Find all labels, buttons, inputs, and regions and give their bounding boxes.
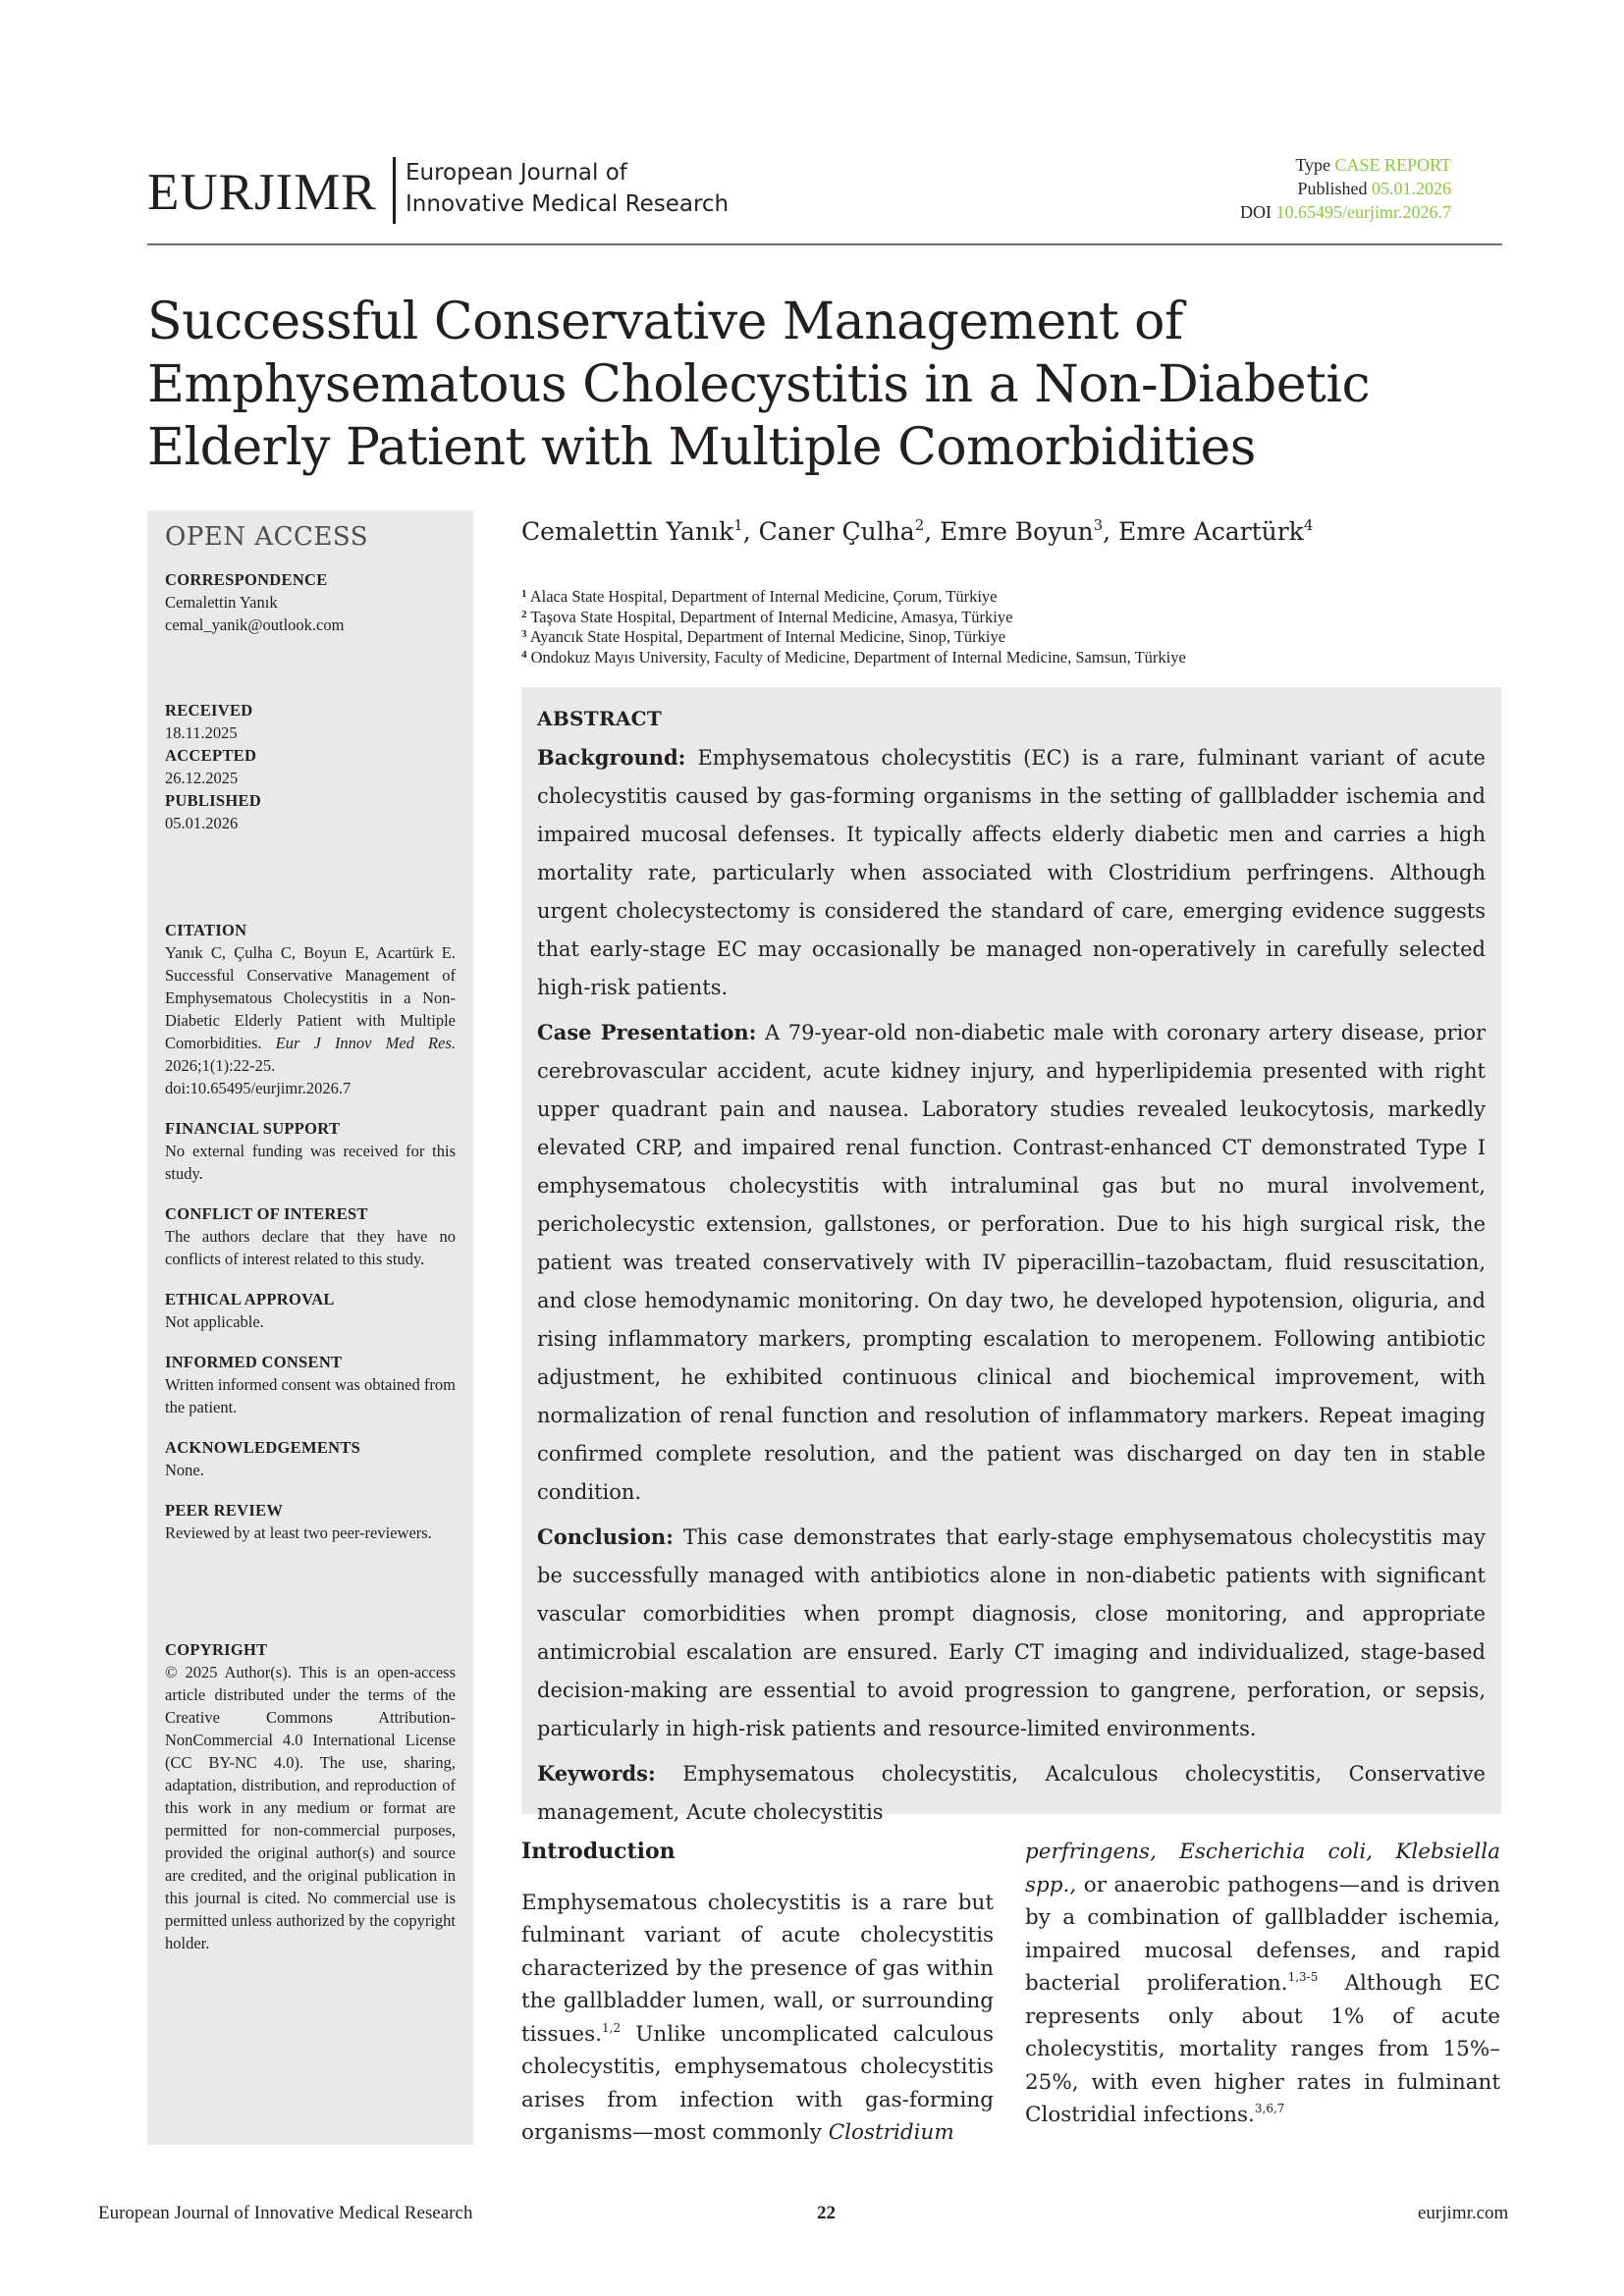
abstract-background: Background: Emphysematous cholecystitis (EC) is a rare, fulminant variant of acute cholecystitis caused by gas-forming organisms in the setting of gallbladder ischemia and impaired mucosal defenses. It typically affects elderly diabetic men and carries a high mortality rate, particularly when associated with Clostridium perfringens. Although urgent cholecystectomy is considered the standard of care, emerging evidence suggests that early-stage EC may occasionally be managed non-operatively in carefully selected high-risk patients. <box>537 745 1486 999</box>
citation-heading: CITATION <box>165 921 247 939</box>
page-number: 22 <box>817 2203 836 2223</box>
abstract-box <box>521 687 1501 1824</box>
author[interactable]: Emre Acartürk <box>1118 517 1304 546</box>
received-date: 18.11.2025 <box>165 723 238 742</box>
consent-heading: INFORMED CONSENT <box>165 1353 343 1371</box>
open-access-label: OPEN ACCESS <box>165 522 369 552</box>
copyright-text: © 2025 Author(s). This is an open-access article distributed under the terms of the Creative Commons Attribution-NonCommercial 4.0 International License (CC BY-NC 4.0). The use, sharing, adaptation, distribution, and reproduction of this work in any medium or format are permitted for non-commercial purposes, provided the original author(s) and source are credited, and the original publication in this journal is cited. No commercial use is permitted unless authorized by the copyright holder. <box>165 1663 456 1952</box>
peer-review-heading: PEER REVIEW <box>165 1501 284 1520</box>
journal-logo-name <box>406 157 729 220</box>
peer-review-text: Reviewed by at least two peer-reviewers. <box>165 1523 432 1542</box>
logo-name-line2: Innovative Medical Research <box>406 191 730 217</box>
copyright-heading: COPYRIGHT <box>165 1640 268 1659</box>
abstract-case: Case Presentation: A 79-year-old non-diabetic male with coronary artery disease, prior cerebrovascular accident, acute kidney injury, and hyperlipidemia presented with right upper quadrant pain and nausea. Laboratory studies revealed leukocytosis, markedly elevated CRP, and impaired renal function. Contrast-enhanced CT demonstrated Type I emphysematous cholecystitis with intraluminal gas but no mural involvement, pericholecystic extension, gallstones, or perforation. Due to his high surgical risk, the patient was treated conservatively with IV piperacillin–tazobactam, fluid resuscitation, and close hemodynamic monitoring. On day two, he developed hypotension, oliguria, and rising inflammatory markers, prompting escalation to meropenem. Following antibiotic adjustment, he exhibited continuous clinical and biochemical improvement, with normalization of renal function and resolution of inflammatory markers. Repeat imaging confirmed complete resolution, and the patient was discharged on day ten in stable condition. <box>537 1020 1487 1504</box>
journal-logo-abbreviation: EURJIMR <box>147 164 377 221</box>
affiliation-item: $^2$ Taşova State Hospital, Department of Internal Medicine, Amasya, Türkiye <box>521 607 1013 626</box>
body-paragraph: Emphysematous cholecystitis is a rare but fulminant variant of acute cholecystitis characterized by the presence of gas within the gallbladder lumen, wall, or surrounding tissues.$^{1,2}$ Unlike uncomplicated calculous cholecystitis, emphysematous cholecystitis arises from infection with gas-forming organisms—most commonly Clostridium <box>521 1890 994 2145</box>
introduction-heading: Introduction <box>521 1839 676 1864</box>
meta-doi-value[interactable]: 10.65495/eurjimr.2026.7 <box>1275 202 1451 222</box>
affiliation-item: $^4$ Ondokuz Mayıs University, Faculty of Medicine, Department of Internal Medicine, Samsun, Türkiye <box>521 647 1186 667</box>
published-heading: PUBLISHED <box>165 791 262 810</box>
article-title: Successful Conservative Management of Emphysematous Cholecystitis in a Non-Diabetic Elderly Patient with Multiple Comorbidities <box>147 293 1371 477</box>
footer-website[interactable]: eurjimr.com <box>1418 2203 1509 2223</box>
ethical-text: Not applicable. <box>165 1312 264 1331</box>
author[interactable]: Caner Çulha <box>758 517 915 546</box>
logo-divider <box>393 157 396 224</box>
meta-doi: DOI 10.65495/eurjimr.2026.7 <box>1240 202 1451 222</box>
consent-text: Written informed consent was obtained from the patient. <box>165 1375 456 1416</box>
header-divider <box>147 243 1502 245</box>
ack-heading: ACKNOWLEDGEMENTS <box>165 1438 361 1457</box>
conflict-heading: CONFLICT OF INTEREST <box>165 1204 368 1223</box>
article-info-sidebar <box>147 510 473 2145</box>
conflict-text: The authors declare that they have no conflicts of interest related to this study. <box>165 1227 456 1268</box>
funding-text: No external funding was received for this study. <box>165 1142 456 1183</box>
abstract-heading: ABSTRACT <box>537 707 663 730</box>
footer-journal-name: European Journal of Innovative Medical Research <box>98 2203 473 2223</box>
funding-heading: FINANCIAL SUPPORT <box>165 1119 341 1138</box>
article-meta <box>1240 153 1451 224</box>
author-list: Cemalettin Yanık$^1$, Caner Çulha$^2$, Emre Boyun$^3$, Emre Acartürk$^4$ <box>521 516 1314 546</box>
affiliations <box>521 587 1186 667</box>
correspondence-email[interactable]: cemal_yanik@outlook.com <box>165 615 345 634</box>
correspondence-heading: CORRESPONDENCE <box>165 570 328 589</box>
citation-text: Yanık C, Çulha C, Boyun E, Acartürk E. Successful Conservative Management of Emphysematous Cholecystitis in a Non-Diabetic Elderly Patient with Multiple Comorbidities. Eur J Innov Med Res. 2026;1(1):22-25. doi:10.65495/eurjimr.2026.7 <box>165 943 456 1097</box>
body-column-left <box>521 1836 994 2150</box>
body-column-right <box>1025 1836 1500 2132</box>
affiliation-item: $^1$ Alaca State Hospital, Department of Internal Medicine, Çorum, Türkiye <box>521 587 998 606</box>
received-heading: RECEIVED <box>165 701 253 720</box>
abstract-conclusion: Conclusion: This case demonstrates that early-stage emphysematous cholecystitis may be successfully managed with antibiotics alone in non-diabetic patients with significant vascular comorbidities when prompt diagnosis, close monitoring, and appropriate antimicrobial escalation are ensured. Early CT imaging and individualized, stage-based decision-making are essential to avoid progression to gangrene, perforation, or sepsis, particularly in high-risk patients and resource-limited environments. <box>537 1524 1486 1740</box>
citation-journal: Eur J Innov Med Res. <box>275 1034 456 1052</box>
affiliation-item: $^3$ Ayancık State Hospital, Department of Internal Medicine, Sinop, Türkiye <box>521 627 1006 646</box>
author[interactable]: Emre Boyun <box>940 517 1094 546</box>
published-date: 05.01.2026 <box>165 814 239 832</box>
body-paragraph: perfringens, Escherichia coli, Klebsiella spp., or anaerobic pathogens—and is driven by a combination of gallbladder ischemia, impaired mucosal defenses, and rapid bacterial proliferation.$^{1,3-5}$ Although EC represents only about 1% of acute cholecystitis, mortality ranges from 15%–25%, with even higher rates in fulminant Clostridial infections.$^{3,6,7}$ <box>1025 1840 1500 2127</box>
logo-name-line1: European Journal of <box>406 160 627 186</box>
author[interactable]: Cemalettin Yanık <box>521 517 734 546</box>
correspondence-name: Cemalettin Yanık <box>165 593 278 612</box>
ack-text: None. <box>165 1461 204 1479</box>
meta-published-value: 05.01.2026 <box>1372 179 1451 198</box>
accepted-date: 26.12.2025 <box>165 769 239 787</box>
abstract-keywords: Keywords: Emphysematous cholecystitis, Acalculous cholecystitis, Conservative management, Acute cholecystitis <box>537 1761 1486 1824</box>
accepted-heading: ACCEPTED <box>165 746 257 765</box>
meta-published: Published 05.01.2026 <box>1297 179 1451 198</box>
meta-type-value: CASE REPORT <box>1334 155 1451 175</box>
meta-type: Type CASE REPORT <box>1295 155 1451 175</box>
ethical-heading: ETHICAL APPROVAL <box>165 1290 335 1308</box>
